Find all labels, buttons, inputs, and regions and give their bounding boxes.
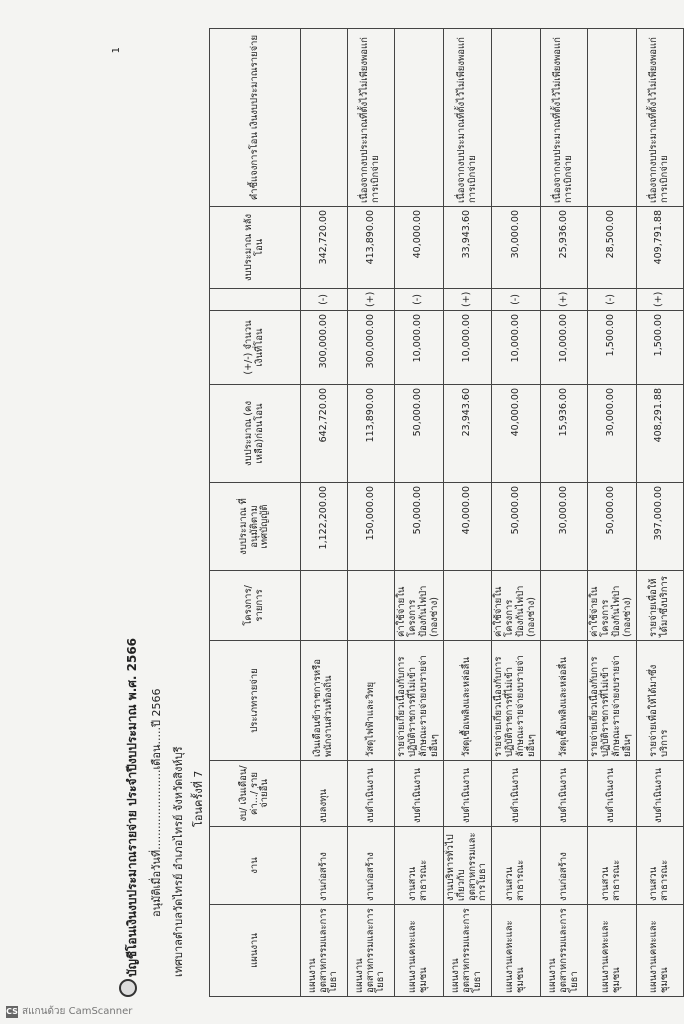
cell-amount: 10,000.00 (395, 311, 444, 385)
cell-sign: (-) (588, 289, 637, 311)
transfer-number: โอนครั้งที่ 7 (192, 770, 205, 827)
cell-type: รายจ่ายเพื่อให้ได้มาซึ่งบริการ (636, 641, 683, 761)
col-header (210, 289, 301, 311)
cell-budget: งบดำเนินงาน (588, 761, 637, 827)
cell-note: เนื่องจากงบประมาณที่ตั้งไว้ไม่เพียงพอแก่การเบิกจ่าย (636, 29, 683, 207)
cell-plan: แผนงานอุตสาหกรรมและการโยธา (301, 905, 348, 997)
cell-plan: แผนงานอุตสาหกรรมและการโยธา (541, 905, 588, 997)
cell-after: 40,000.00 (395, 207, 444, 289)
cell-plan: แผนงานเคหะและชุมชน (492, 905, 541, 997)
cell-note: เนื่องจากงบประมาณที่ตั้งไว้ไม่เพียงพอแก่การเบิกจ่าย (541, 29, 588, 207)
cell-sign: (+) (541, 289, 588, 311)
cell-project (541, 571, 588, 641)
col-header: งบประมาณ ที่อนุมัติตาม เทศบัญญัติ (210, 483, 301, 571)
cell-approved: 150,000.00 (348, 483, 395, 571)
cell-budget: งบดำเนินงาน (395, 761, 444, 827)
cell-approved: 50,000.00 (588, 483, 637, 571)
col-header: งบประมาณ หลังโอน (210, 207, 301, 289)
table-row (541, 29, 588, 997)
seal-icon (119, 979, 137, 997)
cell-note (588, 29, 637, 207)
cell-work: งานก่อสร้าง (348, 827, 395, 905)
col-header: ประเภทรายจ่าย (210, 641, 301, 761)
table-header-row (210, 29, 301, 997)
cell-type: เงินเดือนข้าราชการหรือพนักงานส่วนท้องถิ่น (301, 641, 348, 761)
cell-amount: 1,500.00 (588, 311, 637, 385)
cell-note: เนื่องจากงบประมาณที่ตั้งไว้ไม่เพียงพอแก่การเบิกจ่าย (348, 29, 395, 207)
cell-after: 30,000.00 (492, 207, 541, 289)
table-row (348, 29, 395, 997)
cell-note (395, 29, 444, 207)
cell-after: 409,791.88 (636, 207, 683, 289)
cell-plan: แผนงานเคหะและชุมชน (636, 905, 683, 997)
cell-after: 28,500.00 (588, 207, 637, 289)
cell-budget: งบดำเนินงาน (541, 761, 588, 827)
col-header: งบประมาณ (คงเหลือ)ก่อนโอน (210, 385, 301, 483)
cell-project: รายจ่ายเพื่อให้ได้มาซึ่งบริการ (636, 571, 683, 641)
cell-sign: (+) (348, 289, 395, 311)
cell-work: งานก่อสร้าง (301, 827, 348, 905)
camscanner-footer (6, 1004, 132, 1019)
cell-work: งานสวนสาธารณะ (636, 827, 683, 905)
cell-type: รายจ่ายเกี่ยวเนื่องกับการปฏิบัติราชการที่ไม่เข้าลักษณะรายจ่ายงบรายจ่ายอื่นๆ (395, 641, 444, 761)
table-row (492, 29, 541, 997)
cell-amount: 10,000.00 (541, 311, 588, 385)
page-number: 1 (111, 47, 122, 54)
cell-budget: งบลงทุน (301, 761, 348, 827)
cell-budget: งบดำเนินงาน (443, 761, 492, 827)
approval-line: อนุมัติเมื่อวันที่.......................เดือน.....ปี 2566 (150, 688, 163, 917)
cell-work: งานสวนสาธารณะ (588, 827, 637, 905)
cell-sign: (+) (443, 289, 492, 311)
cell-sign: (-) (301, 289, 348, 311)
cell-note (301, 29, 348, 207)
cell-approved: 30,000.00 (541, 483, 588, 571)
table-row (395, 29, 444, 997)
organization-line: เทศบาลตำบลวัดไทรย์ อำเภอไทรย์ จังหวัดสิงห์บุรี (172, 746, 185, 977)
cell-work: งานสวนสาธารณะ (492, 827, 541, 905)
cell-work: งานบริหารทั่วไปเกี่ยวกับอุตสาหกรรมและการโยธา (443, 827, 492, 905)
col-header: คำชี้แจงการโอน เงินงบประมาณรายจ่าย (210, 29, 301, 207)
col-header: โครงการ/ รายการ (210, 571, 301, 641)
cell-type: วัสดุเชื้อเพลิงและหล่อลื่น (541, 641, 588, 761)
cell-after: 342,720.00 (301, 207, 348, 289)
cell-before: 50,000.00 (395, 385, 444, 483)
col-header: งาน (210, 827, 301, 905)
cell-after: 33,943.60 (443, 207, 492, 289)
cell-project (348, 571, 395, 641)
document-title: บัญชีโอนเงินงบประมาณรายจ่าย ประจำปีงบประมาณ พ.ศ. 2566 (125, 637, 139, 977)
cell-amount: 1,500.00 (636, 311, 683, 385)
cell-approved: 40,000.00 (443, 483, 492, 571)
cell-approved: 50,000.00 (492, 483, 541, 571)
cell-before: 23,943.60 (443, 385, 492, 483)
cell-work: งานสวนสาธารณะ (395, 827, 444, 905)
cell-approved: 50,000.00 (395, 483, 444, 571)
cell-budget: งบดำเนินงาน (348, 761, 395, 827)
cell-plan: แผนงานเคหะและชุมชน (588, 905, 637, 997)
cell-before: 30,000.00 (588, 385, 637, 483)
cell-sign: (-) (395, 289, 444, 311)
cell-before: 15,936.00 (541, 385, 588, 483)
cell-amount: 300,000.00 (301, 311, 348, 385)
cell-project: ค่าใช้จ่ายในโครงการป้องกันไฟป่า (กองช่าง) (492, 571, 541, 641)
camscanner-icon: CS (6, 1006, 18, 1016)
cell-type: รายจ่ายเกี่ยวเนื่องกับการปฏิบัติราชการที่ไม่เข้าลักษณะรายจ่ายงบรายจ่ายอื่นๆ (588, 641, 637, 761)
cell-plan: แผนงานเคหะและชุมชน (395, 905, 444, 997)
cell-approved: 1,122,200.00 (301, 483, 348, 571)
cell-project (301, 571, 348, 641)
cell-plan: แผนงานอุตสาหกรรมและการโยธา (348, 905, 395, 997)
cell-note (492, 29, 541, 207)
cell-project (443, 571, 492, 641)
cell-amount: 300,000.00 (348, 311, 395, 385)
table-row (443, 29, 492, 997)
table-row (636, 29, 683, 997)
cell-amount: 10,000.00 (492, 311, 541, 385)
footer-text: สแกนด้วย CamScanner (22, 1006, 133, 1017)
table-row (301, 29, 348, 997)
document-header (113, 29, 205, 997)
budget-transfer-table (209, 28, 684, 997)
cell-budget: งบดำเนินงาน (636, 761, 683, 827)
cell-sign: (+) (636, 289, 683, 311)
cell-before: 40,000.00 (492, 385, 541, 483)
cell-approved: 397,000.00 (636, 483, 683, 571)
col-header: แผนงาน (210, 905, 301, 997)
cell-after: 25,936.00 (541, 207, 588, 289)
cell-note: เนื่องจากงบประมาณที่ตั้งไว้ไม่เพียงพอแก่การเบิกจ่าย (443, 29, 492, 207)
cell-plan: แผนงานอุตสาหกรรมและการโยธา (443, 905, 492, 997)
cell-work: งานก่อสร้าง (541, 827, 588, 905)
cell-type: วัสดุไฟฟ้าและวิทยุ (348, 641, 395, 761)
cell-before: 642,720.00 (301, 385, 348, 483)
cell-sign: (-) (492, 289, 541, 311)
cell-budget: งบดำเนินงาน (492, 761, 541, 827)
cell-project: ค่าใช้จ่ายในโครงการป้องกันไฟป่า (กองช่าง) (588, 571, 637, 641)
cell-amount: 10,000.00 (443, 311, 492, 385)
table-row (588, 29, 637, 997)
cell-before: 408,291.88 (636, 385, 683, 483)
col-header: (+/-) จำนวน เงินที่โอน (210, 311, 301, 385)
cell-project: ค่าใช้จ่ายในโครงการป้องกันไฟป่า (กองช่าง) (395, 571, 444, 641)
cell-type: รายจ่ายเกี่ยวเนื่องกับการปฏิบัติราชการที่ไม่เข้าลักษณะรายจ่ายงบรายจ่ายอื่นๆ (492, 641, 541, 761)
col-header: งบ/ เงินเดือน/ ค่า.../ รายจ่ายอื่น (210, 761, 301, 827)
cell-before: 113,890.00 (348, 385, 395, 483)
cell-after: 413,890.00 (348, 207, 395, 289)
cell-type: วัสดุเชื้อเพลิงและหล่อลื่น (443, 641, 492, 761)
